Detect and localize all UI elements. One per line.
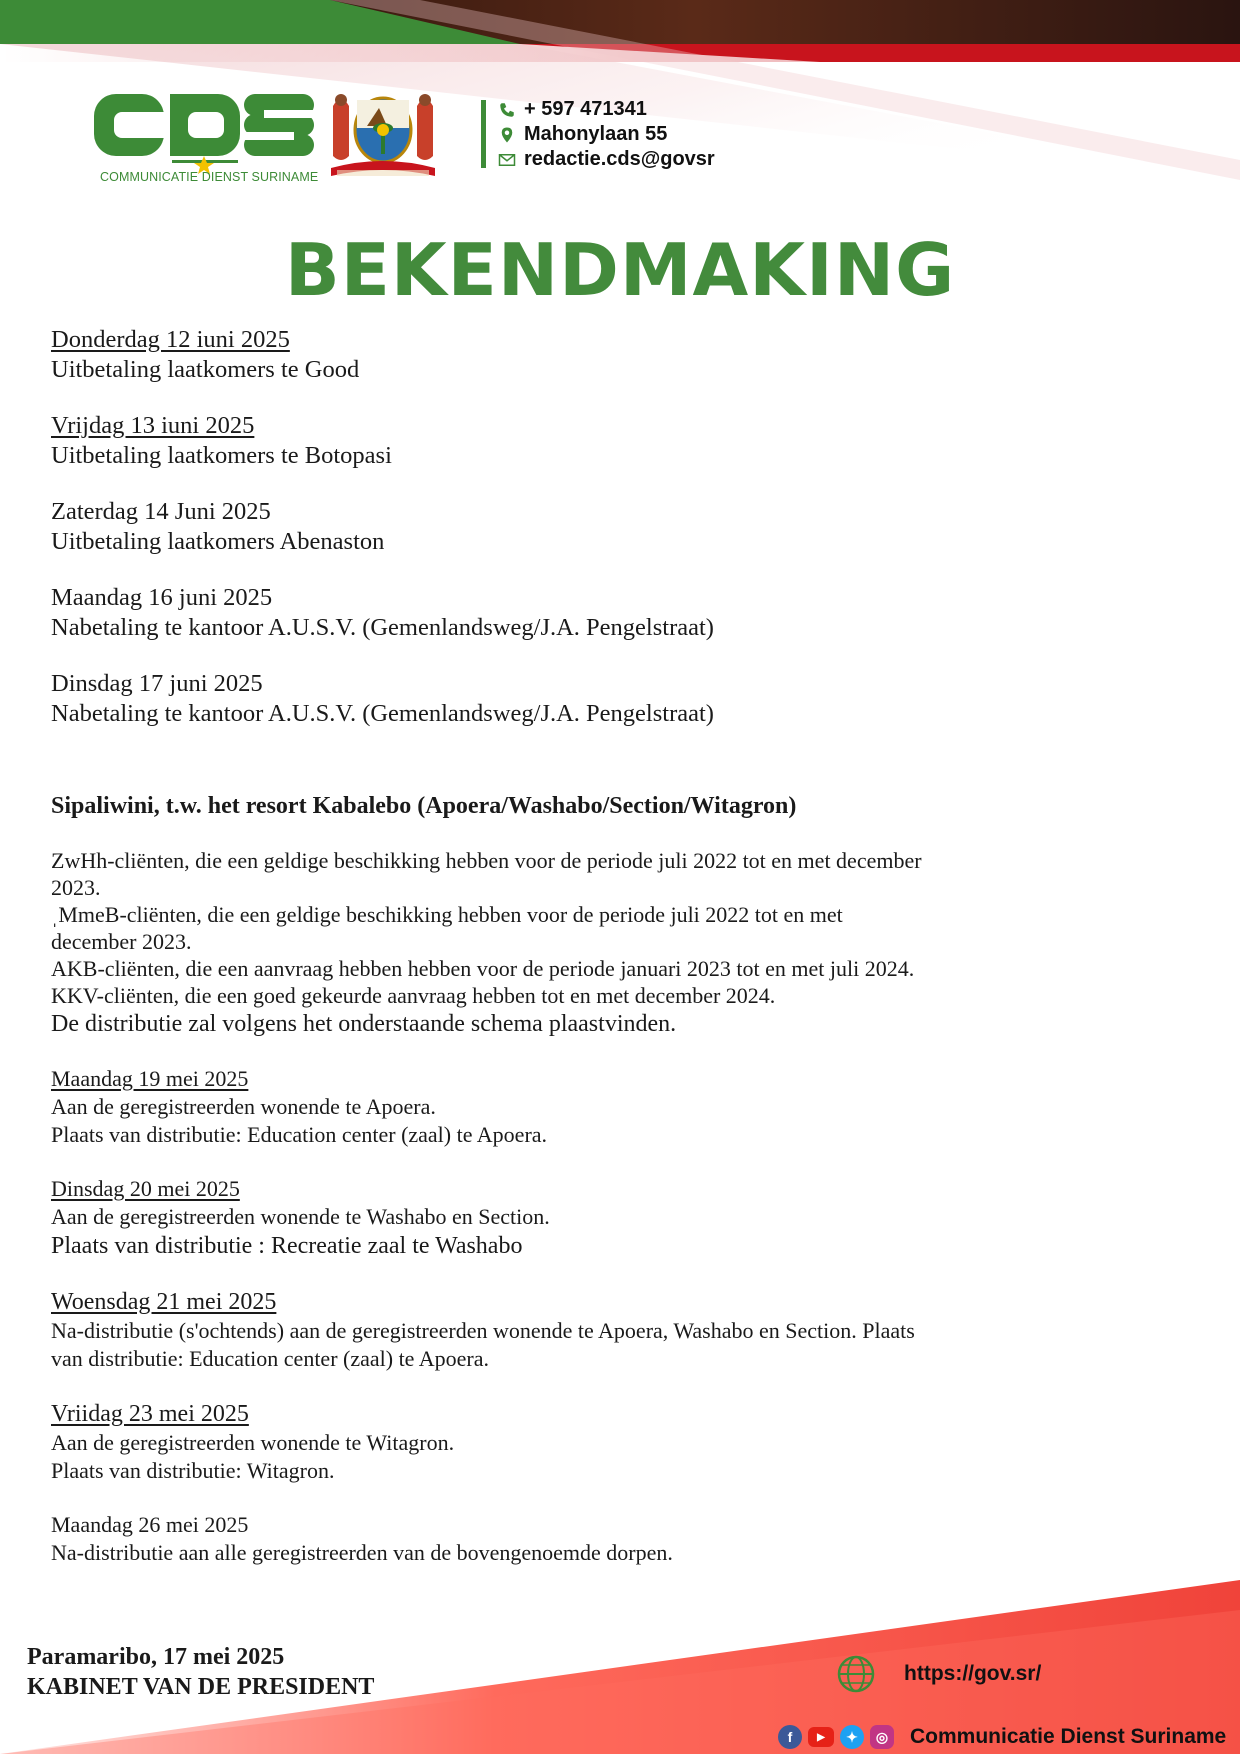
social-media-bar (778, 1725, 1226, 1749)
schedule-text: Plaats van distributie : Recreatie zaal te Washabo (51, 1233, 523, 1259)
schedule-a-item (51, 325, 1011, 385)
instagram-icon[interactable]: ◎ (870, 1725, 894, 1749)
facebook-icon[interactable]: f (778, 1725, 802, 1749)
schedule-date: Dinsdag 17 juni 2025 (51, 670, 263, 697)
client-line: ZwHh-cliënten, die een geldige beschikking hebben voor de periode juli 2022 tot en met december (51, 848, 922, 873)
schedule-a-item (51, 583, 1011, 643)
client-eligibility (51, 847, 1011, 1039)
website-link[interactable] (836, 1654, 1041, 1694)
schedule-a-item (51, 411, 1011, 471)
schedule-a-item (51, 669, 1011, 729)
schedule-date: Dinsdag 20 mei 2025 (51, 1176, 240, 1201)
schedule-text: Aan de geregistreerden wonende te Washabo en Section. (51, 1204, 550, 1229)
schedule-a (51, 325, 1011, 729)
schedule-text: Uitbetaling laatkomers te Good (51, 356, 360, 383)
youtube-icon[interactable]: ▶ (808, 1727, 834, 1747)
page-title: BEKENDMAKING (284, 228, 956, 312)
schedule-text: Nabetaling te kantoor A.U.S.V. (Gemenlandsweg/J.A. Pengelstraat) (51, 700, 714, 727)
address-text: Mahonylaan 55 (524, 123, 668, 145)
schedule-text: Na-distributie (s'ochtends) aan de geregistreerden wonende te Apoera, Washabo en Section. Plaats (51, 1318, 915, 1343)
client-line: december 2023. (51, 929, 192, 954)
announcement-body (51, 325, 1011, 1593)
schedule-b-item (51, 1065, 1011, 1149)
schedule-text: Aan de geregistreerden wonende te Witagron. (51, 1430, 455, 1455)
globe-icon (836, 1654, 876, 1694)
schedule-date: Maandag 26 mei 2025 (51, 1512, 249, 1537)
schedule-date: Zaterdag 14 Juni 2025 (51, 498, 271, 525)
signature-block (27, 1642, 374, 1702)
social-label: Communicatie Dienst Suriname (910, 1725, 1227, 1748)
schedule-text: van distributie: Education center (zaal) te Apoera. (51, 1346, 489, 1371)
schedule-date: Vriidag 23 mei 2025 (51, 1401, 249, 1427)
contact-email (498, 148, 715, 171)
contact-phone (498, 98, 647, 121)
schedule-date: Vrijdag 13 iuni 2025 (51, 412, 255, 439)
coat-of-arms-icon (323, 86, 443, 182)
client-line: AKB-cliënten, die een aanvraag hebben hebben voor de periode januari 2023 tot en met juli 2024. (51, 956, 915, 981)
email-text[interactable]: redactie.cds@govsr (524, 148, 715, 170)
twitter-icon[interactable]: ✦ (840, 1725, 864, 1749)
phone-icon (498, 101, 516, 119)
schedule-text: Nabetaling te kantoor A.U.S.V. (Gemenlandsweg/J.A. Pengelstraat) (51, 614, 714, 641)
website-url[interactable]: https://gov.sr/ (904, 1662, 1042, 1685)
schedule-text: Plaats van distributie: Education center (zaal) te Apoera. (51, 1122, 548, 1147)
schedule-date: Donderdag 12 iuni 2025 (51, 326, 290, 353)
issuing-office: KABINET VAN DE PRESIDENT (27, 1674, 375, 1700)
schedule-b-item (51, 1287, 1011, 1373)
schedule-b-item (51, 1399, 1011, 1485)
schedule-b (51, 1065, 1011, 1567)
cds-logo-subtitle: COMMUNICATIE DIENST SURINAME (100, 170, 319, 184)
client-line: De distributie zal volgens het onderstaande schema plaastvinden. (51, 1011, 677, 1037)
client-line: ˌMmeB-cliënten, die een geldige beschikking hebben voor de periode juli 2022 tot en met (51, 902, 843, 927)
schedule-b-item (51, 1175, 1011, 1261)
schedule-a-item (51, 497, 1011, 557)
contact-divider (481, 100, 486, 168)
mail-icon (498, 151, 516, 169)
client-line: KKV-cliënten, die een goed gekeurde aanvraag hebben tot en met december 2024. (51, 983, 776, 1008)
schedule-text: Aan de geregistreerden wonende te Apoera. (51, 1094, 436, 1119)
contact-address (498, 123, 667, 146)
schedule-date: Maandag 16 juni 2025 (51, 584, 273, 611)
schedule-b-item (51, 1511, 1011, 1567)
location-pin-icon (498, 126, 516, 144)
schedule-date: Woensdag 21 mei 2025 (51, 1289, 277, 1315)
schedule-text: Na-distributie aan alle geregistreerden van de bovengenoemde dorpen. (51, 1540, 673, 1565)
section-heading: Sipaliwini, t.w. het resort Kabalebo (Apoera/Washabo/Section/Witagron) (51, 793, 797, 819)
phone-number: + 597 471341 (524, 98, 647, 120)
schedule-date: Maandag 19 mei 2025 (51, 1066, 249, 1091)
client-line: 2023. (51, 875, 101, 900)
schedule-text: Plaats van distributie: Witagron. (51, 1458, 335, 1483)
schedule-text: Uitbetaling laatkomers Abenaston (51, 528, 385, 555)
place-date: Paramaribo, 17 mei 2025 (27, 1644, 285, 1670)
schedule-text: Uitbetaling laatkomers te Botopasi (51, 442, 392, 469)
